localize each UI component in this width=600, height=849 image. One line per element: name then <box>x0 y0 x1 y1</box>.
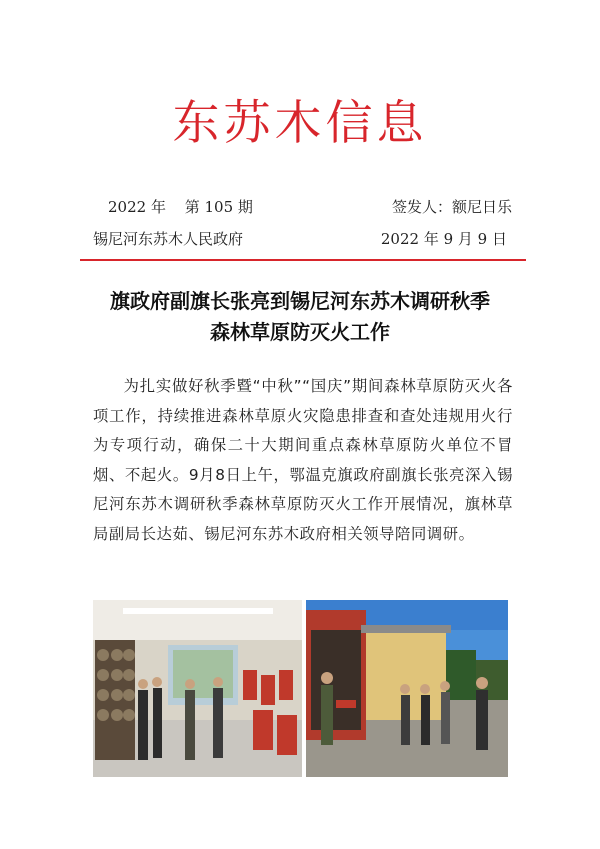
headline-line-1: 旗政府副旗长张亮到锡尼河东苏木调研秋季 <box>110 289 490 313</box>
photo-equipment-room <box>93 600 302 777</box>
issuer: 签发人：额尼日乐 <box>391 198 512 216</box>
photo-outdoor-inspection <box>306 600 508 777</box>
masthead-title: 东苏木信息 <box>172 96 428 151</box>
issue-number: 第 105 期 <box>184 198 253 216</box>
issuing-organization: 锡尼河东苏木人民政府 <box>93 230 244 248</box>
headline-line-2: 森林草原防灭火工作 <box>210 320 390 344</box>
issue-info <box>108 196 267 217</box>
red-divider <box>80 259 526 261</box>
article-body: 为扎实做好秋季暨“中秋”“国庆”期间森林草原防灭火各项工作，持续推进森林草原火灾隐患排查和查处违规用火行为专项行动，确保二十大期间重点森林草原防火单位不冒烟、不起火。9月8日上午，鄂温克旗政府副旗长张亮深入锡尼河东苏木调研秋季森林草原防灭火工作开展情况，旗林草局副局长达茹、锡尼河东苏木政府相关领导陪同调研。 <box>93 377 513 543</box>
issue-date: 2022 年 9 月 9 日 <box>380 230 507 248</box>
article-headline <box>60 286 540 348</box>
issue-year: 2022 年 <box>108 198 166 216</box>
